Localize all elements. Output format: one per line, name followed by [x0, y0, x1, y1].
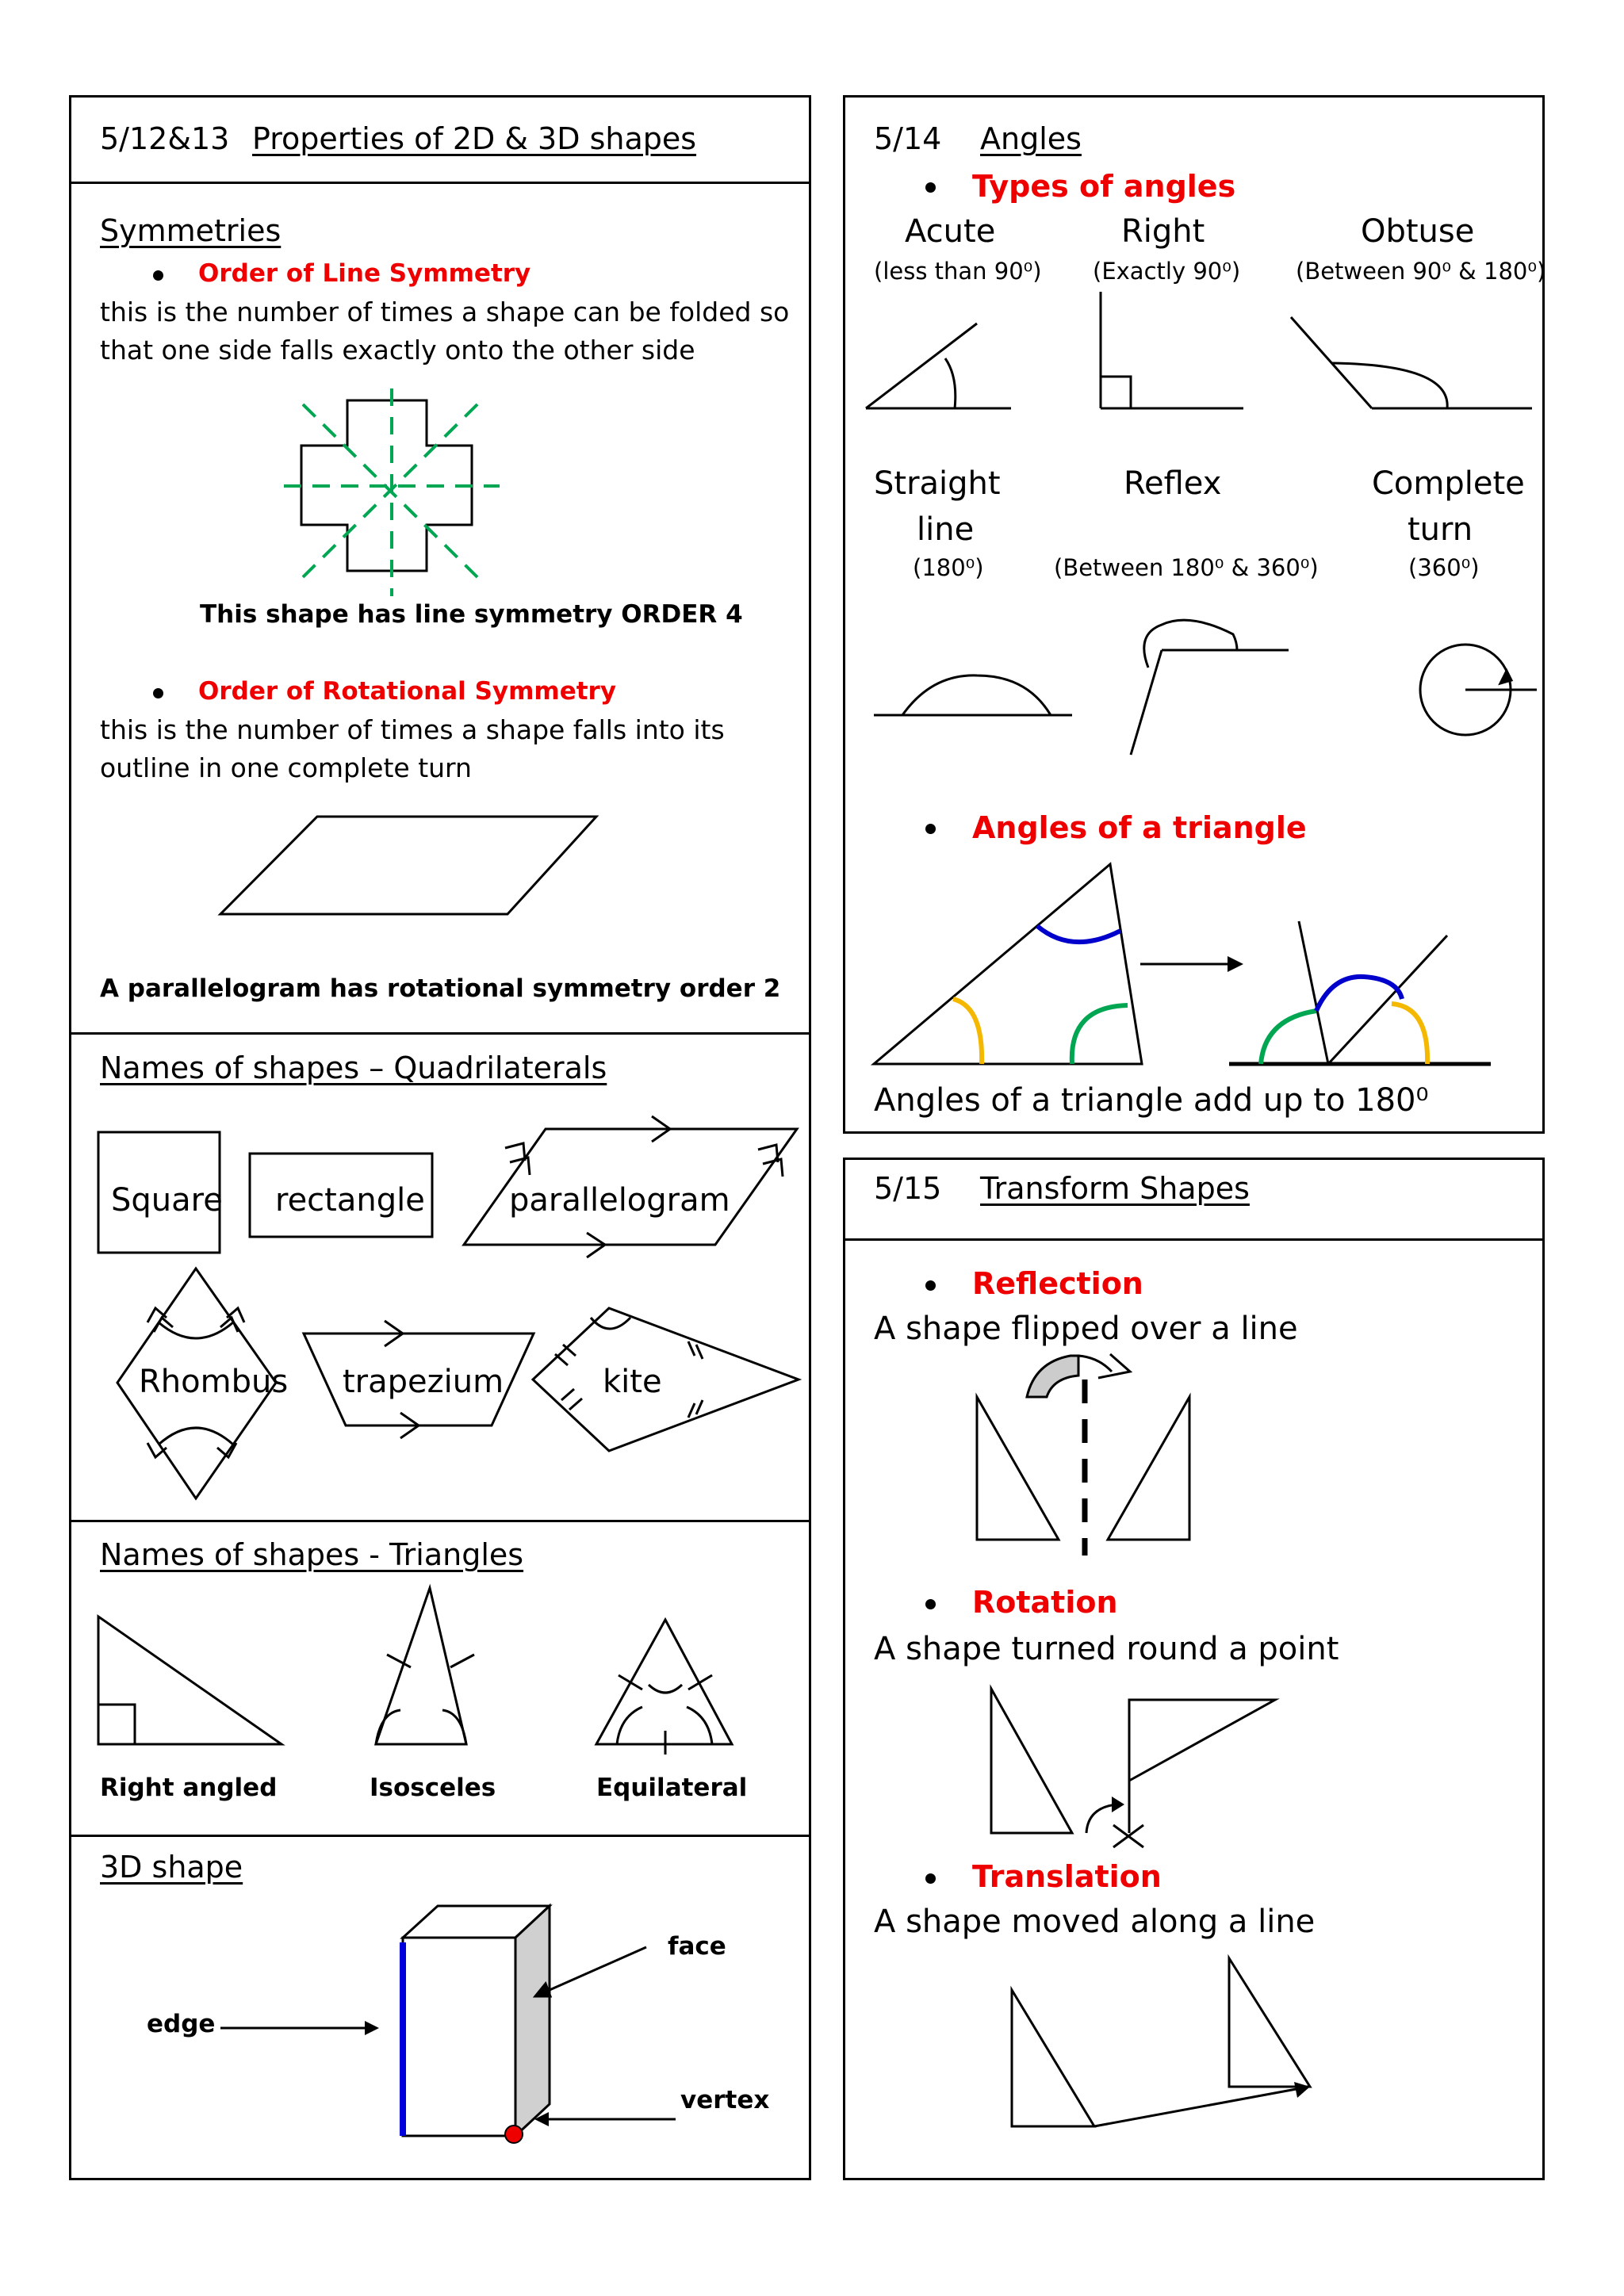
bullet-icon	[925, 1599, 936, 1609]
angle-types-diagram-row2	[856, 603, 1538, 761]
rotational-symmetry-text: outline in one complete turn	[100, 752, 472, 783]
translation-diagram	[999, 1950, 1316, 2133]
complete-turn-label: Complete	[1372, 465, 1525, 502]
complete-turn-label: turn	[1408, 511, 1473, 548]
parallelogram-diagram	[214, 813, 603, 924]
angles-of-triangle-bullet: Angles of a triangle	[972, 810, 1307, 845]
label-isosceles: Isosceles	[370, 1774, 496, 1802]
divider	[69, 1835, 811, 1837]
label-kite: kite	[603, 1364, 662, 1400]
translation-bullet: Translation	[972, 1859, 1162, 1894]
triangles-diagram	[87, 1582, 745, 1756]
cuboid-diagram	[214, 1895, 674, 2141]
acute-range: (less than 90⁰)	[874, 258, 1042, 285]
reflection-bullet: Reflection	[972, 1266, 1143, 1301]
types-of-angles-bullet: Types of angles	[972, 169, 1236, 204]
line-symmetry-text: that one side falls exactly onto the other side	[100, 335, 695, 365]
bullet-icon	[925, 182, 936, 193]
transform-section-code: 5/15	[874, 1171, 942, 1206]
bullet-icon	[925, 824, 936, 834]
bullet-icon	[925, 1873, 936, 1884]
divider	[69, 1520, 811, 1522]
divider	[69, 1032, 811, 1035]
label-face: face	[668, 1932, 726, 1961]
angles-section-code: 5/14	[874, 121, 942, 156]
acute-label: Acute	[905, 213, 996, 250]
reflection-text: A shape flipped over a line	[874, 1311, 1298, 1347]
translation-text: A shape moved along a line	[874, 1904, 1316, 1940]
rotation-diagram	[983, 1681, 1285, 1863]
label-square: Square	[111, 1182, 223, 1219]
reflex-range: (Between 180⁰ & 360⁰)	[1054, 554, 1319, 581]
obtuse-range: (Between 90⁰ & 180⁰)	[1296, 258, 1546, 285]
rotational-symmetry-caption: A parallelogram has rotational symmetry order 2	[100, 974, 781, 1003]
divider	[843, 1238, 1545, 1241]
bullet-icon	[925, 1280, 936, 1291]
line-symmetry-bullet: Order of Line Symmetry	[198, 259, 531, 288]
quadrilaterals-diagram	[79, 1110, 809, 1514]
label-right-angled: Right angled	[100, 1774, 278, 1802]
quadrilaterals-heading: Names of shapes – Quadrilaterals	[100, 1050, 607, 1085]
divider	[69, 182, 811, 184]
straight-line-label: line	[917, 511, 975, 548]
label-edge: edge	[147, 2010, 216, 2038]
section-code: 5/12&13	[100, 121, 230, 156]
shape3d-heading: 3D shape	[100, 1850, 243, 1885]
label-equilateral: Equilateral	[596, 1774, 748, 1802]
rotational-symmetry-bullet: Order of Rotational Symmetry	[198, 677, 617, 706]
right-range: (Exactly 90⁰)	[1093, 258, 1241, 285]
page-title: Properties of 2D & 3D shapes	[252, 121, 697, 156]
complete-turn-range: (360⁰)	[1408, 554, 1480, 581]
bullet-icon	[153, 270, 163, 281]
triangle-angles-diagram	[864, 856, 1499, 1070]
angle-types-diagram-row1	[856, 285, 1538, 420]
triangle-angles-caption: Angles of a triangle add up to 180⁰	[874, 1082, 1429, 1119]
right-label: Right	[1121, 213, 1205, 250]
label-rhombus: Rhombus	[139, 1364, 289, 1400]
reflex-label: Reflex	[1124, 465, 1222, 502]
cross-shape-symmetry-diagram	[270, 381, 508, 610]
straight-line-range: (180⁰)	[913, 554, 984, 581]
rotational-symmetry-text: this is the number of times a shape falls into its	[100, 714, 725, 745]
line-symmetry-caption: This shape has line symmetry ORDER 4	[200, 600, 743, 629]
label-trapezium: trapezium	[343, 1364, 504, 1400]
line-symmetry-text: this is the number of times a shape can be folded so	[100, 297, 790, 327]
angles-title: Angles	[980, 121, 1082, 156]
label-vertex: vertex	[680, 2086, 770, 2114]
straight-line-label: Straight	[874, 465, 1001, 502]
label-rectangle: rectangle	[275, 1182, 425, 1219]
obtuse-label: Obtuse	[1361, 213, 1475, 250]
rotation-bullet: Rotation	[972, 1585, 1118, 1620]
bullet-icon	[153, 688, 163, 698]
transform-title: Transform Shapes	[980, 1171, 1250, 1206]
triangles-heading: Names of shapes - Triangles	[100, 1537, 524, 1572]
rotation-text: A shape turned round a point	[874, 1631, 1339, 1667]
label-parallelogram: parallelogram	[509, 1182, 730, 1219]
reflection-diagram	[967, 1348, 1205, 1562]
symmetries-heading: Symmetries	[100, 213, 282, 248]
